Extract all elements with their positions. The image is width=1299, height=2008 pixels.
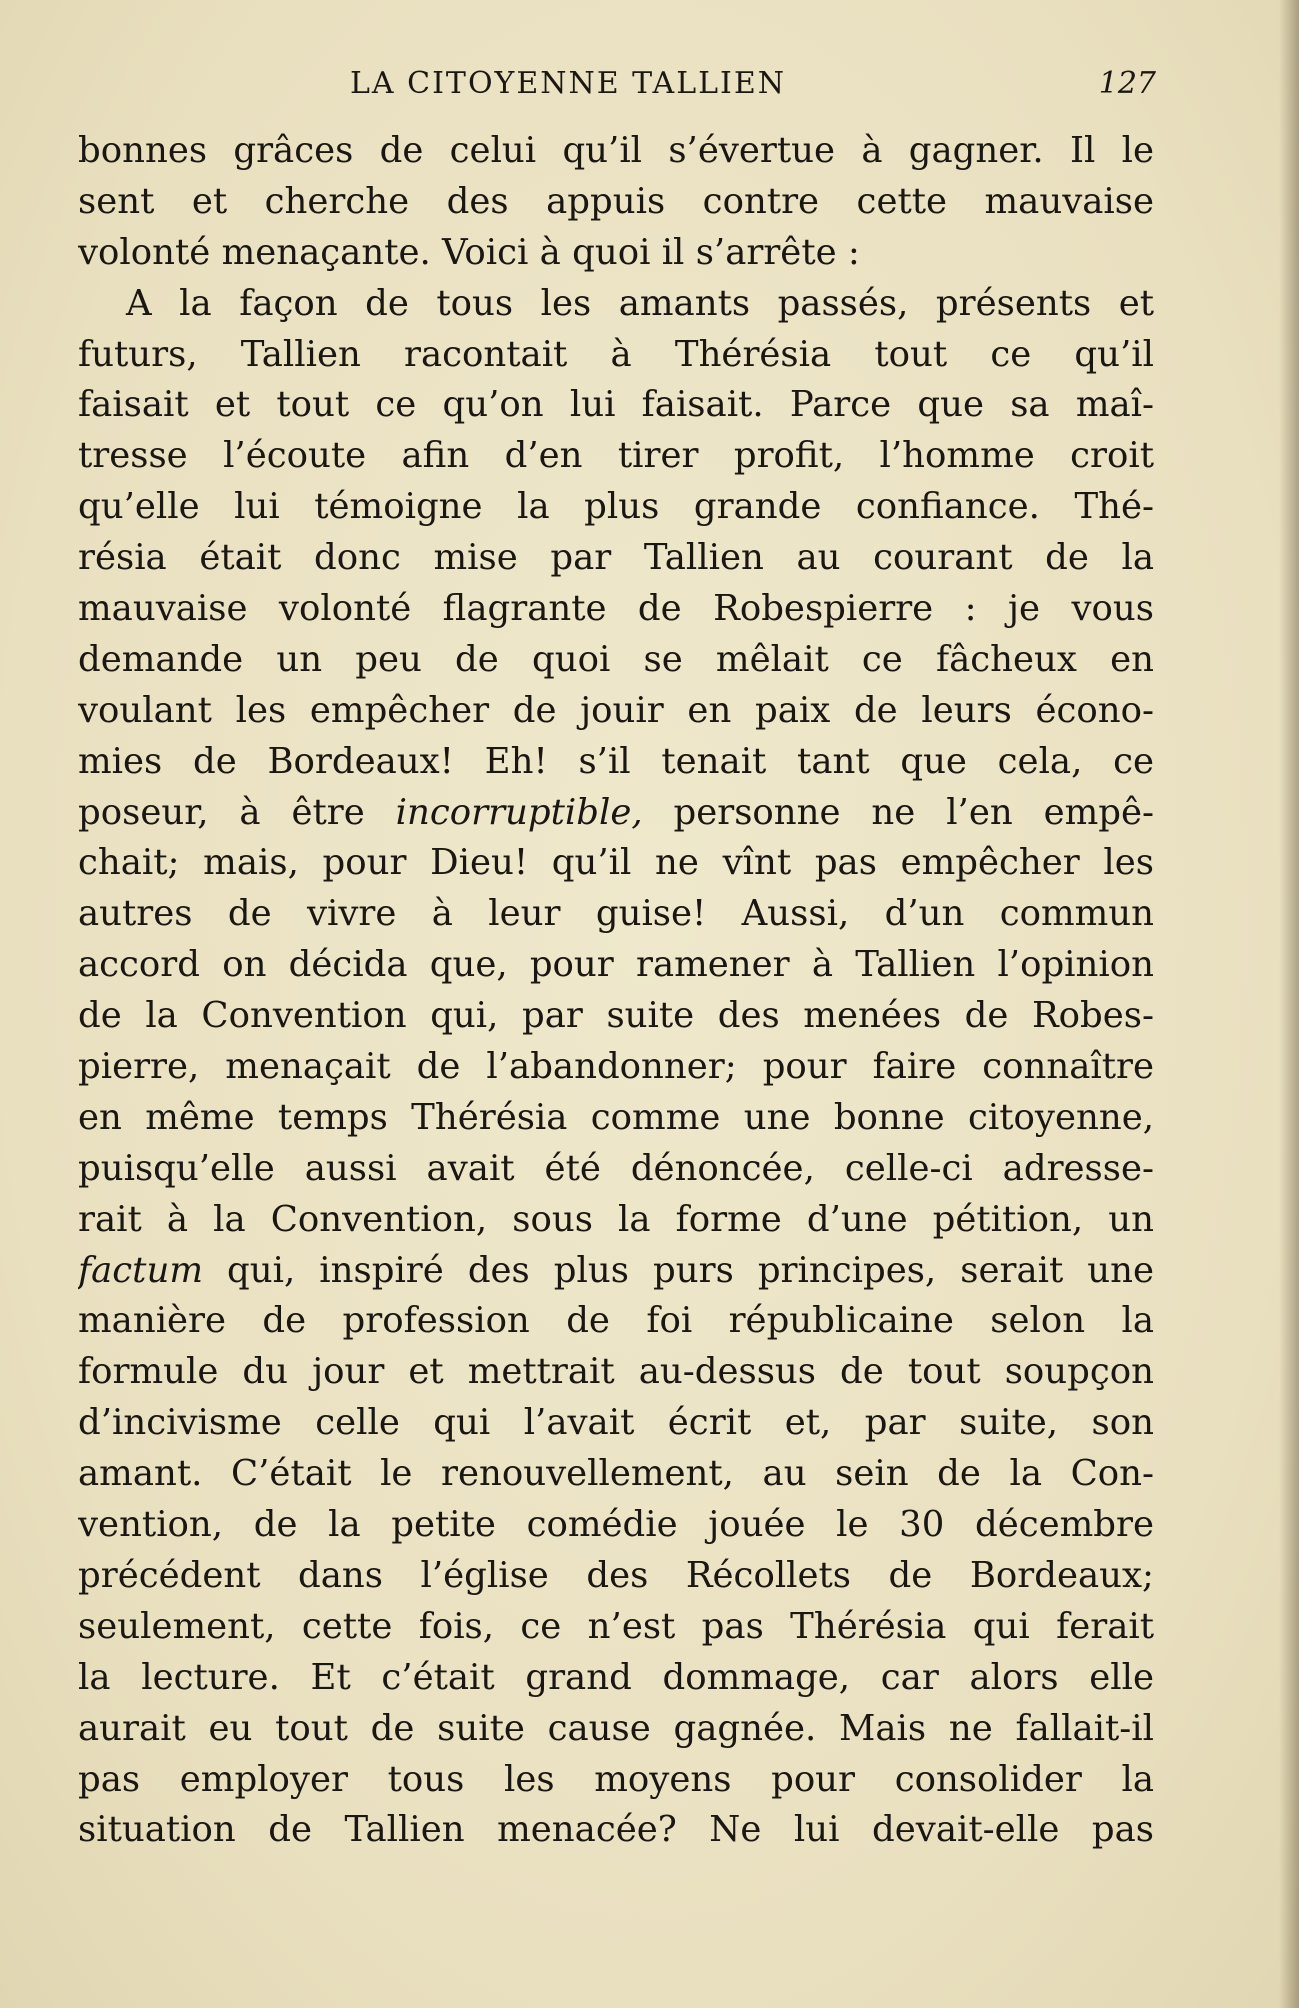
text-line: puisqu’elle aussi avait été dénoncée, celle-ci adresse- xyxy=(78,1147,1154,1189)
text-line: accord on décida que, pour ramener à Tallien l’opinion xyxy=(78,944,1154,986)
text-line: amant. C’était le renouvellement, au sein de la Con- xyxy=(78,1453,1154,1495)
text-line: tresse l’écoute afin d’en tirer profit, l’homme croit xyxy=(78,435,1154,477)
text-line: de la Convention qui, par suite des menées de Robes- xyxy=(78,995,1154,1037)
text-segment: personne ne l’en empê- xyxy=(642,791,1154,833)
text-line-with-italic xyxy=(78,788,1154,839)
text-segment: qui, inspiré des plus purs principes, serait une xyxy=(202,1249,1154,1291)
text-line: seulement, cette fois, ce n’est pas Thérésia qui ferait xyxy=(78,1605,1154,1647)
text-line: résia était donc mise par Tallien au courant de la xyxy=(78,537,1154,579)
running-header xyxy=(80,66,1156,110)
text-line: mies de Bordeaux! Eh! s’il tenait tant que cela, ce xyxy=(78,740,1154,782)
paragraph-first-line: A la façon de tous les amants passés, présents et xyxy=(126,282,1154,324)
text-line: faisait et tout ce qu’on lui faisait. Parce que sa maî- xyxy=(78,384,1154,426)
text-line: manière de profession de foi républicaine selon la xyxy=(78,1300,1154,1342)
page-edge-shadow xyxy=(1279,0,1299,2008)
text-line: autres de vivre à leur guise! Aussi, d’un commun xyxy=(78,893,1154,935)
body-text xyxy=(78,126,1154,1856)
text-line: pierre, menaçait de l’abandonner; pour faire connaître xyxy=(78,1046,1154,1088)
text-segment: poseur, à être xyxy=(78,791,396,833)
text-line: aurait eu tout de suite cause gagnée. Mais ne fallait-il xyxy=(78,1707,1154,1749)
text-line: qu’elle lui témoigne la plus grande confiance. Thé- xyxy=(78,486,1154,528)
text-line: d’incivisme celle qui l’avait écrit et, par suite, son xyxy=(78,1402,1154,1444)
text-line: chait; mais, pour Dieu! qu’il ne vînt pas empêcher les xyxy=(78,842,1154,884)
text-line: pas employer tous les moyens pour consolider la xyxy=(78,1758,1154,1800)
italic-word: factum xyxy=(78,1249,203,1291)
italic-word: incorruptible, xyxy=(395,791,643,833)
running-title: LA CITOYENNE TALLIEN xyxy=(350,66,787,101)
text-line: situation de Tallien menacée? Ne lui devait-elle pas xyxy=(78,1809,1154,1851)
text-line: futurs, Tallien racontait à Thérésia tout ce qu’il xyxy=(78,333,1154,375)
text-line: volonté menaçante. Voici à quoi il s’arrête : xyxy=(78,231,860,273)
text-line: formule du jour et mettrait au-dessus de tout soupçon xyxy=(78,1351,1154,1393)
text-line: mauvaise volonté flagrante de Robespierre : je vous xyxy=(78,588,1154,630)
text-line: demande un peu de quoi se mêlait ce fâcheux en xyxy=(78,638,1154,680)
text-line: vention, de la petite comédie jouée le 30 décembre xyxy=(78,1504,1154,1546)
text-line: en même temps Thérésia comme une bonne citoyenne, xyxy=(78,1096,1154,1138)
text-line: la lecture. Et c’était grand dommage, car alors elle xyxy=(78,1656,1154,1698)
text-line: précédent dans l’église des Récollets de Bordeaux; xyxy=(78,1554,1154,1596)
text-line: bonnes grâces de celui qu’il s’évertue à gagner. Il le xyxy=(78,130,1154,171)
page-number: 127 xyxy=(1098,66,1156,101)
text-line: rait à la Convention, sous la forme d’une pétition, un xyxy=(78,1198,1154,1240)
text-line-with-italic xyxy=(78,1246,1154,1297)
text-line: sent et cherche des appuis contre cette mauvaise xyxy=(78,180,1154,222)
text-line: voulant les empêcher de jouir en paix de leurs écono- xyxy=(78,689,1154,731)
